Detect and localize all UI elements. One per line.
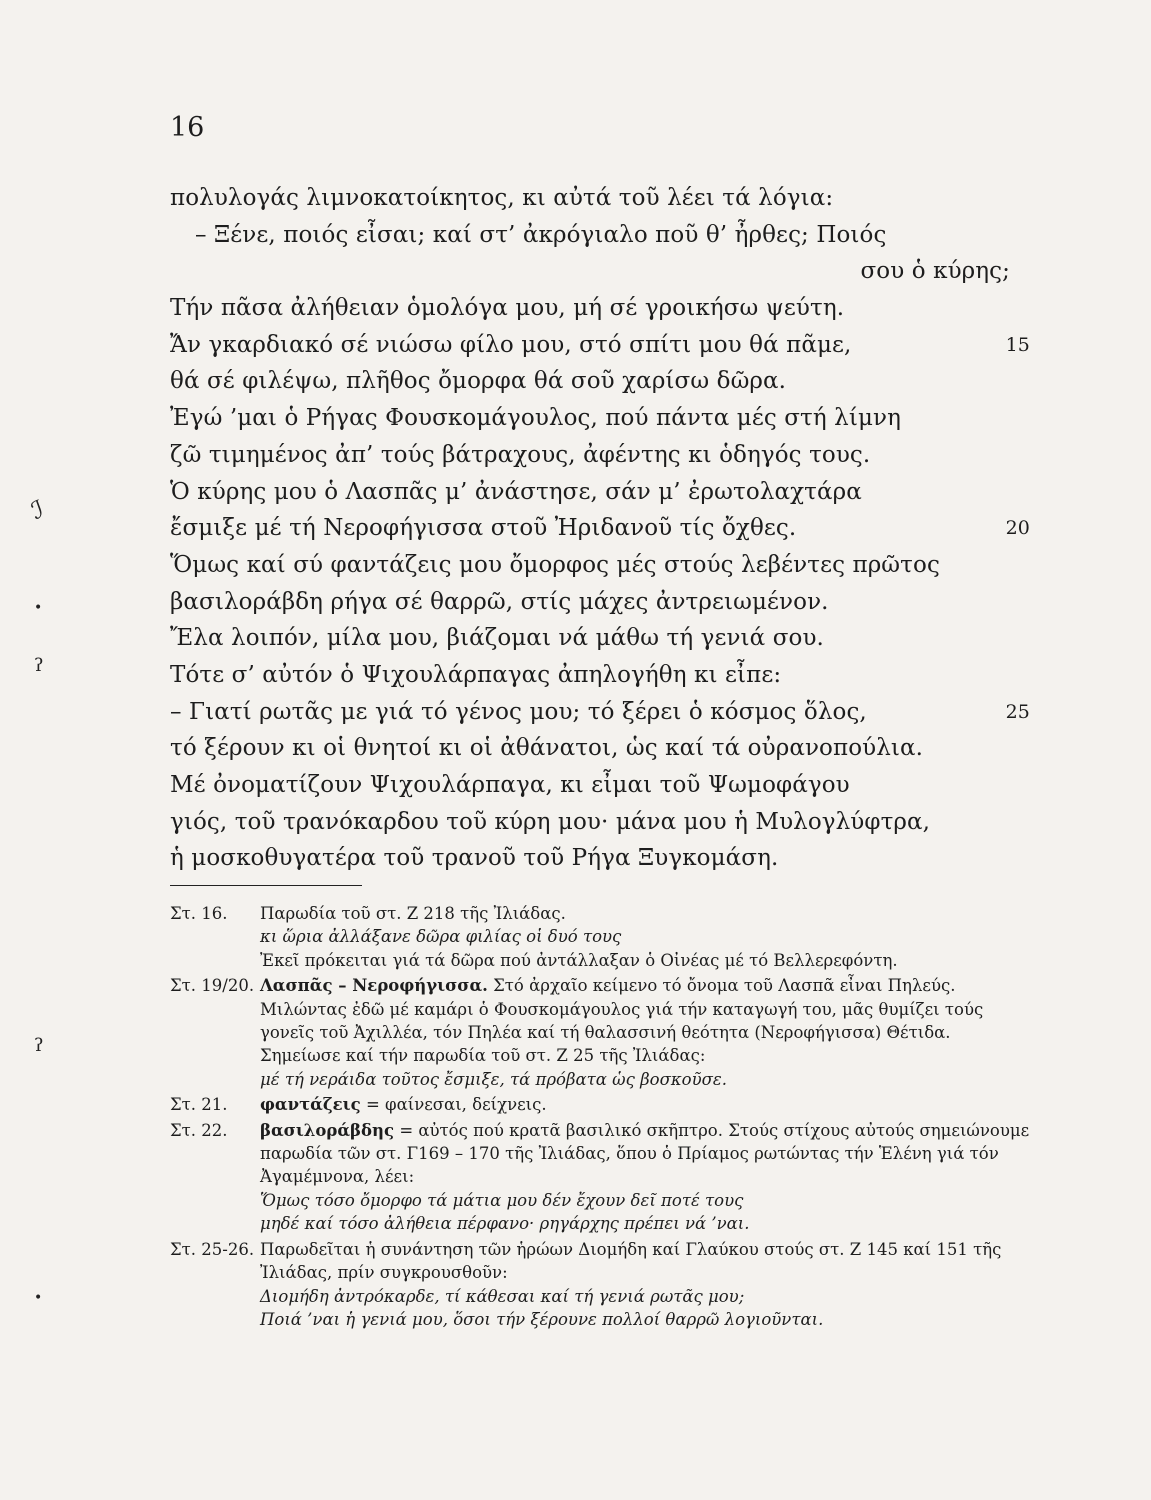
verse-line: Ὅμως καί σύ φαντάζεις μου ὄμορφος μές στούς λεβέντες πρῶτος [170,551,940,578]
verse-line: βασιλοράβδη ρήγα σέ θαρρῶ, στίς μάχες ἀντρειωμένον. [170,588,829,615]
footnote: Στ. 16. Παρωδία τοῦ στ. Ζ 218 τῆς Ἰλιάδας. κι ὥρια ἀλλάξανε δῶρα φιλίας οἱ δυό τους Ἐκεῖ πρόκειται γιά τά δῶρα πού ἀντάλλαξαν ὁ Οἰνέας μέ τό Βελλερεφόντη. [170,904,898,970]
footnote-ref: Στ. 19/20. [170,976,255,996]
footnote-ref: Στ. 25-26. [170,1239,255,1259]
pencil-mark: ʔ [34,655,44,676]
verse-line: – Γιατί ρωτᾶς με γιά τό γένος μου; τό ξέρει ὁ κόσμος ὅλος, 25 [170,694,1030,731]
verse-line: θά σέ φιλέψω, πλῆθος ὄμορφα θά σοῦ χαρίσω δῶρα. [170,368,787,395]
verse-line: Ὁ κύρης μου ὁ Λασπᾶς μ’ ἀνάστησε, σάν μ’ ἐρωτολαχτάρα [170,478,862,505]
verse-line: Τότε σ’ αὐτόν ὁ Ψιχουλάρπαγας ἀπηλογήθη κι εἶπε: [170,661,782,688]
verse-line: Ἔλα λοιπόν, μίλα μου, βιάζομαι νά μάθω τή γενιά σου. [170,625,824,652]
footnote: Στ. 25-26. Παρωδεῖται ἡ συνάντηση τῶν ἡρώων Διομήδη καί Γλαύκου στούς στ. Ζ 145 καί 151 τῆς Ἰλιάδας, πρίν συγκρουσθοῦν: Διομήδη ἀντρόκαρδε, τί κάθεσαι καί τή γενιά ρωτᾶς μου; Ποιά ’ναι ἡ γενιά μου, ὅσοι τήν ξέρουνε πολλοί θαρρῶ λογιοῦνται. [170,1239,1002,1329]
poem-body [170,180,1030,877]
line-number: 20 [1005,517,1030,540]
verse-line: Τήν πᾶσα ἀλήθειαν ὁμολόγα μου, μή σέ γροικήσω ψεύτη. [170,295,845,322]
verse-line: γιός, τοῦ τρανόκαρδου τοῦ κύρη μου· μάνα μου ἡ Μυλογλύφτρα, [170,808,931,835]
verse-line: ζῶ τιμημένος ἀπ’ τούς βάτραχους, ἀφέντης κι ὁδηγός τους. [170,441,871,468]
pencil-mark: ʔ [34,1035,44,1056]
page-number: 16 [170,112,205,143]
verse-line: πολυλογάς λιμνοκατοίκητος, κι αὐτά τοῦ λέει τά λόγια: [170,185,834,211]
verse-line: τό ξέρουν κι οἱ θνητοί κι οἱ ἀθάνατοι, ὡς καί τά οὐρανοπούλια. [170,735,924,762]
line-number: 25 [1005,700,1030,723]
footnote-ref: Στ. 21. [170,1095,228,1115]
footnote-divider [170,885,362,886]
footnote-term: βασιλοράβδης [260,1120,395,1140]
footnote-term: Λασπᾶς – Νεροφήγισσα. [260,976,488,996]
footnote-ref: Στ. 16. [170,904,228,923]
verse-line: σου ὁ κύρης; [860,258,1010,285]
footnote: Στ. 21. φαντάζεις = φαίνεσαι, δείχνεις. [170,1093,1030,1116]
pencil-mark: • [34,600,43,616]
verse-line: ἡ μοσκοθυγατέρα τοῦ τρανοῦ τοῦ Ρήγα Ξυγκομάση. [170,845,779,872]
verse-line: Μέ ὀνοματίζουν Ψιχουλάρπαγα, κι εἶμαι τοῦ Ψωμοφάγου [170,772,850,798]
footnotes [170,902,1030,1331]
footnote-ref: Στ. 22. [170,1120,228,1140]
footnote: Στ. 19/20. Λασπᾶς – Νεροφήγισσα. Στό ἀρχαῖο κείμενο τό ὄνομα τοῦ Λασπᾶ εἶναι Πηλεύς. Μιλώντας ἐδῶ μέ καμάρι ὁ Φουσκομάγουλος γιά τήν καταγωγή του, μᾶς θυμίζει τούς γονεῖς τοῦ Ἀχιλλέα, τόν Πηλέα καί τή θαλασσινή θεότητα (Νεροφήγισσα) Θέτιδα. Σημείωσε καί τήν παρωδία τοῦ στ. Ζ 25 τῆς Ἰλιάδας: μέ τή νεράιδα τοῦτος ἔσμιξε, τά πρόβατα ὡς βοσκοῦσε. [170,976,984,1089]
verse-line: Ἐγώ ’μαι ὁ Ρήγας Φουσκομάγουλος, πού πάντα μές στή λίμνη [170,405,901,432]
verse-line: Ἄν γκαρδιακό σέ νιώσω φίλο μου, στό σπίτι μου θά πᾶμε, 15 [170,327,1030,364]
pencil-mark: ℐ [27,494,48,526]
verse-line: ἔσμιξε μέ τή Νεροφήγισσα στοῦ Ἠριδανοῦ τίς ὄχθες. 20 [170,510,1030,547]
footnote-term: φαντάζεις [260,1095,361,1115]
line-number: 15 [1005,333,1030,356]
footnote: Στ. 22. βασιλοράβδης = αὐτός πού κρατᾶ βασιλικό σκῆπτρο. Στούς στίχους αὐτούς σημειώνουμε παρωδία τῶν στ. Γ169 – 170 τῆς Ἰλιάδας, ὅπου ὁ Πρίαμος ρωτώντας τήν Ἑλένη γιά τόν Ἀγαμέμνονα, λέει: Ὅμως τόσο ὄμορφο τά μάτια μου δέν ἔχουν δεῖ ποτέ τους μηδέ καί τόσο ἀλήθεια πέρφανο· ρηγάρχης πρέπει νά ’ναι. [170,1120,1030,1234]
verse-line: – Ξένε, ποιός εἶσαι; καί στ’ ἀκρόγιαλο ποῦ θ’ ἦρθες; Ποιός [195,221,887,248]
pencil-mark: • [34,1290,43,1306]
